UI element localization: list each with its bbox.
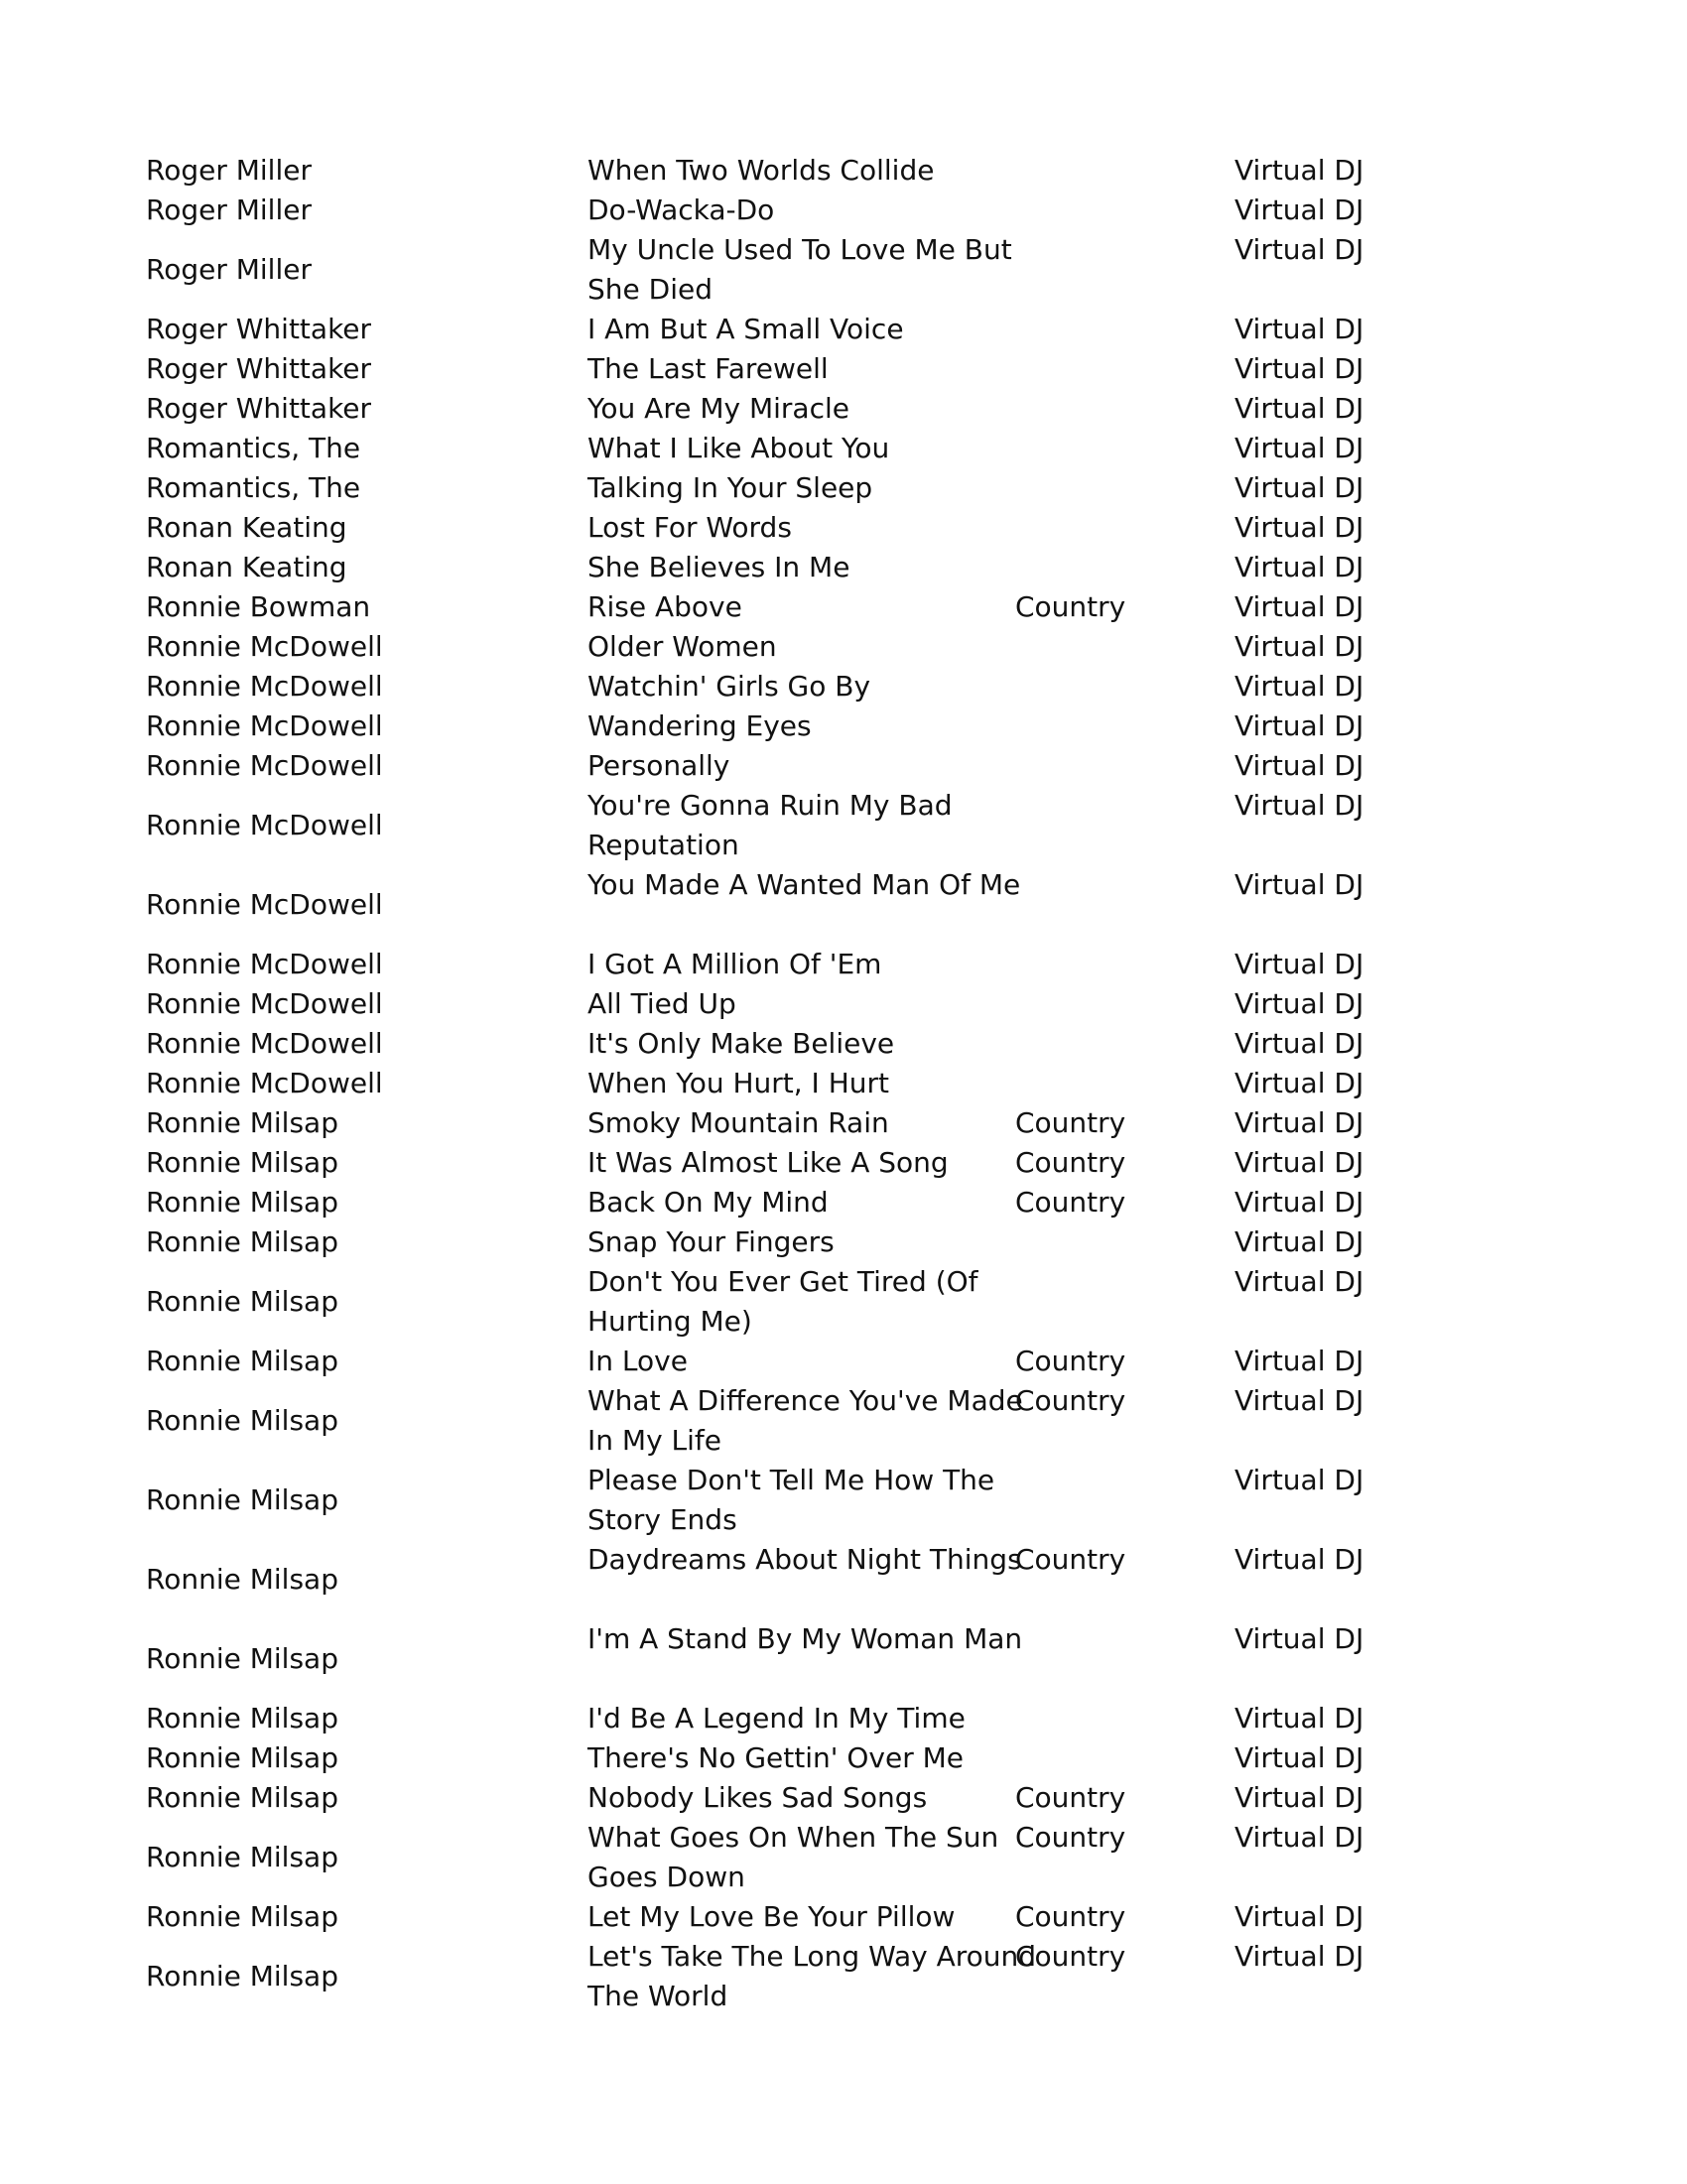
artist-cell: Ronnie Milsap <box>146 1285 338 1318</box>
song-row <box>0 310 1687 349</box>
artist-cell: Ronnie Milsap <box>146 1702 338 1734</box>
song-row <box>0 1143 1687 1183</box>
artist-cell: Ronnie McDowell <box>146 888 383 921</box>
title-cell: What Goes On When The Sun <box>587 1821 999 1854</box>
song-row <box>0 1818 1687 1897</box>
title-cell: Watchin' Girls Go By <box>587 670 871 703</box>
artist-cell: Ronnie Milsap <box>146 1841 338 1873</box>
artist-cell: Romantics, The <box>146 471 361 504</box>
song-row <box>0 151 1687 191</box>
source-cell: Virtual DJ <box>1234 987 1364 1020</box>
song-row <box>0 945 1687 984</box>
genre-cell: Country <box>1015 1106 1126 1139</box>
title-cell: I'm A Stand By My Woman Man <box>587 1622 1023 1655</box>
song-row <box>0 1540 1687 1619</box>
song-row <box>0 508 1687 548</box>
artist-cell: Ronnie Milsap <box>146 1642 338 1675</box>
source-cell: Virtual DJ <box>1234 1702 1364 1734</box>
song-row <box>0 984 1687 1024</box>
song-row <box>0 865 1687 945</box>
source-cell: Virtual DJ <box>1234 670 1364 703</box>
title-cell: Lost For Words <box>587 511 792 544</box>
song-row <box>0 746 1687 786</box>
song-row <box>0 1262 1687 1342</box>
title-cell: I'd Be A Legend In My Time <box>587 1702 966 1734</box>
source-cell: Virtual DJ <box>1234 352 1364 385</box>
title-cell: Reputation <box>587 829 739 861</box>
genre-cell: Country <box>1015 1146 1126 1179</box>
title-cell: Daydreams About Night Things <box>587 1543 1022 1576</box>
source-cell: Virtual DJ <box>1234 789 1364 822</box>
song-row <box>0 1024 1687 1064</box>
artist-cell: Ronnie Milsap <box>146 1146 338 1179</box>
song-row <box>0 468 1687 508</box>
source-cell: Virtual DJ <box>1234 154 1364 187</box>
song-row <box>0 1183 1687 1222</box>
title-cell: When Two Worlds Collide <box>587 154 935 187</box>
song-row <box>0 349 1687 389</box>
song-row <box>0 667 1687 707</box>
source-cell: Virtual DJ <box>1234 193 1364 226</box>
genre-cell: Country <box>1015 1186 1126 1219</box>
artist-cell: Roger Miller <box>146 154 312 187</box>
title-cell: Wandering Eyes <box>587 709 812 742</box>
title-cell: Let My Love Be Your Pillow <box>587 1900 956 1933</box>
title-cell: Back On My Mind <box>587 1186 829 1219</box>
artist-cell: Ronnie McDowell <box>146 670 383 703</box>
source-cell: Virtual DJ <box>1234 1900 1364 1933</box>
source-cell: Virtual DJ <box>1234 1622 1364 1655</box>
artist-cell: Roger Whittaker <box>146 352 372 385</box>
title-cell: In Love <box>587 1345 688 1377</box>
source-cell: Virtual DJ <box>1234 1345 1364 1377</box>
source-cell: Virtual DJ <box>1234 551 1364 583</box>
title-cell: Nobody Likes Sad Songs <box>587 1781 928 1814</box>
title-cell: Rise Above <box>587 590 742 623</box>
title-cell: The World <box>587 1980 728 2012</box>
source-cell: Virtual DJ <box>1234 1027 1364 1060</box>
source-cell: Virtual DJ <box>1234 1186 1364 1219</box>
title-cell: You Made A Wanted Man Of Me <box>587 868 1021 901</box>
artist-cell: Roger Miller <box>146 193 312 226</box>
song-row <box>0 707 1687 746</box>
source-cell: Virtual DJ <box>1234 630 1364 663</box>
genre-cell: Country <box>1015 1781 1126 1814</box>
source-cell: Virtual DJ <box>1234 1067 1364 1099</box>
artist-cell: Ronan Keating <box>146 551 347 583</box>
artist-cell: Ronnie McDowell <box>146 987 383 1020</box>
genre-cell: Country <box>1015 1900 1126 1933</box>
title-cell: I Am But A Small Voice <box>587 313 904 345</box>
artist-cell: Roger Whittaker <box>146 392 372 425</box>
title-cell: There's No Gettin' Over Me <box>587 1741 964 1774</box>
title-cell: Snap Your Fingers <box>587 1225 835 1258</box>
title-cell: Don't You Ever Get Tired (Of <box>587 1265 978 1298</box>
source-cell: Virtual DJ <box>1234 471 1364 504</box>
source-cell: Virtual DJ <box>1234 709 1364 742</box>
artist-cell: Ronnie McDowell <box>146 709 383 742</box>
song-row <box>0 1897 1687 1937</box>
artist-cell: Romantics, The <box>146 432 361 464</box>
genre-cell: Country <box>1015 1543 1126 1576</box>
song-row <box>0 1342 1687 1381</box>
song-row <box>0 627 1687 667</box>
song-row <box>0 1064 1687 1103</box>
song-row <box>0 786 1687 865</box>
artist-cell: Ronnie Milsap <box>146 1563 338 1596</box>
song-row <box>0 1381 1687 1461</box>
song-row <box>0 1103 1687 1143</box>
title-cell: In My Life <box>587 1424 721 1457</box>
title-cell: It Was Almost Like A Song <box>587 1146 949 1179</box>
artist-cell: Ronnie McDowell <box>146 749 383 782</box>
title-cell: Talking In Your Sleep <box>587 471 873 504</box>
title-cell: You Are My Miracle <box>587 392 849 425</box>
source-cell: Virtual DJ <box>1234 1821 1364 1854</box>
title-cell: You're Gonna Ruin My Bad <box>587 789 953 822</box>
song-row <box>0 1937 1687 2016</box>
song-row <box>0 548 1687 587</box>
title-cell: Goes Down <box>587 1861 745 1893</box>
title-cell: Smoky Mountain Rain <box>587 1106 889 1139</box>
artist-cell: Ronnie Milsap <box>146 1106 338 1139</box>
source-cell: Virtual DJ <box>1234 1225 1364 1258</box>
source-cell: Virtual DJ <box>1234 1106 1364 1139</box>
title-cell: It's Only Make Believe <box>587 1027 895 1060</box>
artist-cell: Ronnie Milsap <box>146 1225 338 1258</box>
source-cell: Virtual DJ <box>1234 1781 1364 1814</box>
title-cell: Personally <box>587 749 730 782</box>
title-cell: I Got A Million Of 'Em <box>587 948 882 980</box>
song-row <box>0 1461 1687 1540</box>
artist-cell: Ronnie Milsap <box>146 1345 338 1377</box>
song-row <box>0 191 1687 230</box>
song-row <box>0 429 1687 468</box>
source-cell: Virtual DJ <box>1234 1265 1364 1298</box>
artist-cell: Roger Whittaker <box>146 313 372 345</box>
title-cell: Let's Take The Long Way Around <box>587 1940 1037 1973</box>
source-cell: Virtual DJ <box>1234 511 1364 544</box>
artist-cell: Ronnie Milsap <box>146 1960 338 1992</box>
source-cell: Virtual DJ <box>1234 1464 1364 1496</box>
genre-cell: Country <box>1015 1940 1126 1973</box>
artist-cell: Ronnie Milsap <box>146 1186 338 1219</box>
artist-cell: Ronnie McDowell <box>146 1067 383 1099</box>
artist-cell: Ronnie Milsap <box>146 1781 338 1814</box>
title-cell: Older Women <box>587 630 777 663</box>
song-row <box>0 1778 1687 1818</box>
genre-cell: Country <box>1015 590 1126 623</box>
source-cell: Virtual DJ <box>1234 1146 1364 1179</box>
source-cell: Virtual DJ <box>1234 749 1364 782</box>
source-cell: Virtual DJ <box>1234 392 1364 425</box>
song-row <box>0 230 1687 310</box>
title-cell: All Tied Up <box>587 987 736 1020</box>
source-cell: Virtual DJ <box>1234 1384 1364 1417</box>
source-cell: Virtual DJ <box>1234 233 1364 266</box>
artist-cell: Ronnie McDowell <box>146 809 383 841</box>
song-row <box>0 1699 1687 1738</box>
artist-cell: Ronan Keating <box>146 511 347 544</box>
song-row <box>0 1222 1687 1262</box>
artist-cell: Ronnie McDowell <box>146 948 383 980</box>
source-cell: Virtual DJ <box>1234 868 1364 901</box>
genre-cell: Country <box>1015 1384 1126 1417</box>
title-cell: Do-Wacka-Do <box>587 193 775 226</box>
source-cell: Virtual DJ <box>1234 1741 1364 1774</box>
song-row <box>0 1619 1687 1699</box>
source-cell: Virtual DJ <box>1234 432 1364 464</box>
artist-cell: Ronnie Bowman <box>146 590 371 623</box>
artist-cell: Ronnie Milsap <box>146 1741 338 1774</box>
artist-cell: Ronnie Milsap <box>146 1404 338 1437</box>
song-row <box>0 1738 1687 1778</box>
title-cell: My Uncle Used To Love Me But <box>587 233 1012 266</box>
title-cell: What I Like About You <box>587 432 890 464</box>
title-cell: Story Ends <box>587 1503 737 1536</box>
title-cell: She Believes In Me <box>587 551 850 583</box>
song-row <box>0 389 1687 429</box>
genre-cell: Country <box>1015 1821 1126 1854</box>
genre-cell: Country <box>1015 1345 1126 1377</box>
source-cell: Virtual DJ <box>1234 1940 1364 1973</box>
artist-cell: Ronnie Milsap <box>146 1900 338 1933</box>
artist-cell: Ronnie McDowell <box>146 630 383 663</box>
title-cell: What A Difference You've Made <box>587 1384 1023 1417</box>
artist-cell: Ronnie McDowell <box>146 1027 383 1060</box>
source-cell: Virtual DJ <box>1234 313 1364 345</box>
artist-cell: Ronnie Milsap <box>146 1483 338 1516</box>
song-row <box>0 587 1687 627</box>
source-cell: Virtual DJ <box>1234 590 1364 623</box>
title-cell: When You Hurt, I Hurt <box>587 1067 890 1099</box>
title-cell: She Died <box>587 273 713 306</box>
artist-cell: Roger Miller <box>146 253 312 286</box>
title-cell: Please Don't Tell Me How The <box>587 1464 995 1496</box>
source-cell: Virtual DJ <box>1234 1543 1364 1576</box>
title-cell: The Last Farewell <box>587 352 829 385</box>
title-cell: Hurting Me) <box>587 1305 752 1338</box>
source-cell: Virtual DJ <box>1234 948 1364 980</box>
